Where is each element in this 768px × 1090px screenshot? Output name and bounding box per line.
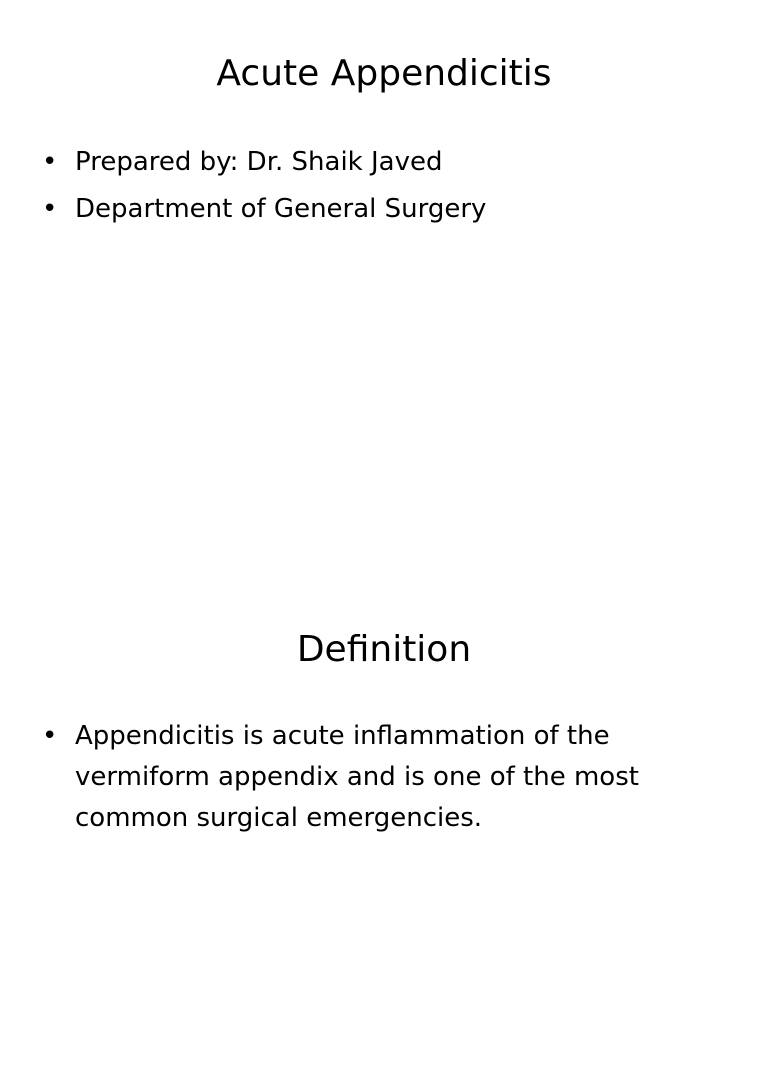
list-item (42, 189, 702, 229)
list-item-text: Prepared by: Dr. Shaik Javed (75, 147, 443, 177)
slide-title: Acute Appendicitis (216, 53, 552, 94)
list-item (42, 142, 702, 182)
list-item-text: Department of General Surgery (75, 194, 487, 224)
bullet-icon: • (42, 147, 58, 177)
list-item (42, 716, 702, 839)
list-item-text: Appendicitis is acute inflammation of the vermiform appendix and is one of the most common surgical emergencies. (75, 721, 639, 833)
slide-title-page (0, 0, 768, 512)
bullet-icon: • (42, 194, 58, 224)
bullet-list (42, 716, 702, 846)
bullet-list (42, 142, 702, 236)
slide-title: Definition (296, 629, 472, 670)
slide-definition (0, 578, 768, 1090)
bullet-icon: • (42, 721, 58, 751)
